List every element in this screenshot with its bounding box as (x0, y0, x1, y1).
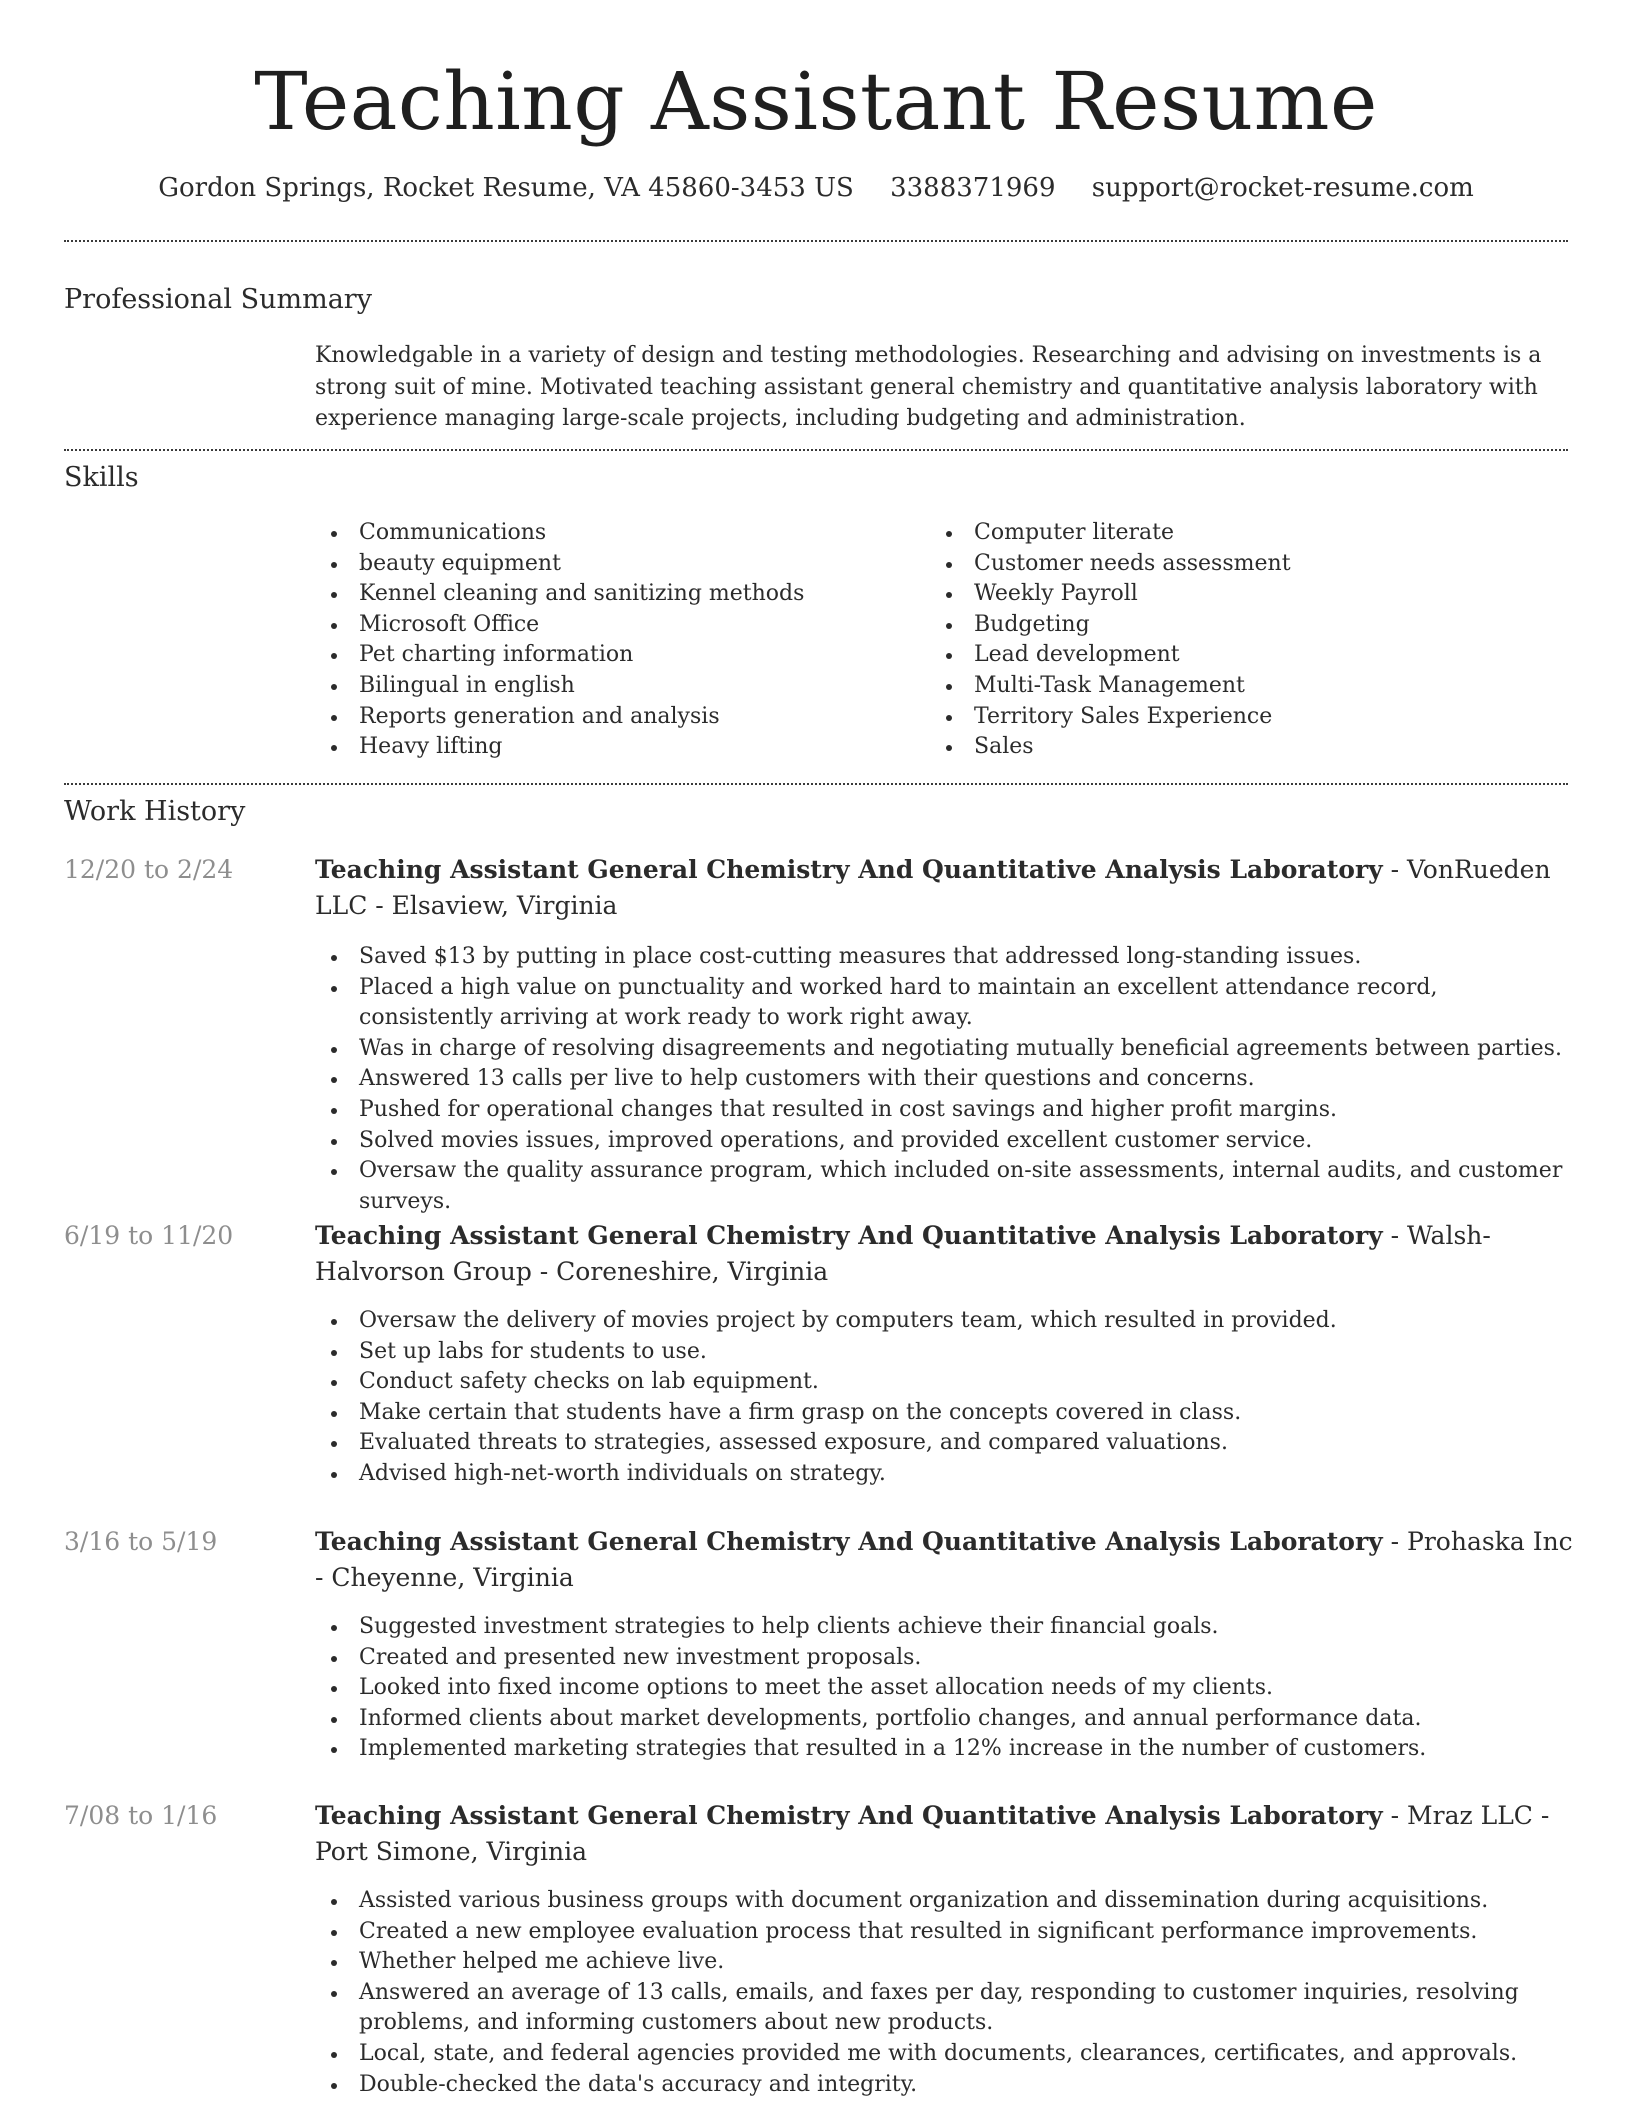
job-bullet: Whether helped me achieve live. (315, 1947, 1575, 1978)
skill-item: Pet charting information (315, 640, 915, 671)
job-dates: 3/16 to 5/19 (64, 1527, 218, 1556)
job-dates: 7/08 to 1/16 (64, 1801, 218, 1830)
summary-text: Knowledgable in a variety of design and testing methodologies. Researching and advising on investments is a strong suit of mine. Motivated teaching assistant general chemistry and quantitative analysis laboratory with experience managing large-scale projects, including budgeting and administration. (315, 343, 1542, 431)
page-title: Teaching Assistant Resume (254, 55, 1378, 148)
job-title: Teaching Assistant General Chemistry And Quantitative Analysis Laboratory (315, 1221, 1383, 1250)
job-header (315, 1798, 1575, 1870)
skill-item: beauty equipment (315, 549, 915, 580)
job-bullet: Conduct safety checks on lab equipment. (315, 1367, 1575, 1398)
job-header (315, 1524, 1575, 1596)
skills-list-left (315, 518, 915, 763)
contact-line (0, 170, 1632, 206)
contact-phone: 3388371969 (890, 173, 1056, 203)
skill-item: Heavy lifting (315, 732, 915, 763)
job-bullet: Created and presented new investment proposals. (315, 1643, 1575, 1674)
job-header (315, 1218, 1575, 1290)
job-bullet-list (315, 1612, 1575, 1765)
skills-heading: Skills (64, 462, 139, 493)
skill-item: Multi-Task Management (930, 671, 1530, 702)
job-bullet: Evaluated threats to strategies, assessed exposure, and compared valuations. (315, 1428, 1575, 1459)
job-bullet: Answered 13 calls per live to help customers with their questions and concerns. (315, 1064, 1575, 1095)
job-company: - Prohaska Inc - Cheyenne, Virginia (315, 1527, 1573, 1592)
job-bullet: Placed a high value on punctuality and worked hard to maintain an excellent attendance record, consistently arriving at work ready to work right away. (315, 973, 1575, 1034)
job-title: Teaching Assistant General Chemistry And Quantitative Analysis Laboratory (315, 855, 1383, 884)
job-header (315, 852, 1575, 924)
contact-address: Gordon Springs, Rocket Resume, VA 45860-3453 US (158, 173, 854, 203)
job-company: - Mraz LLC - Port Simone, Virginia (315, 1801, 1550, 1866)
skill-item: Bilingual in english (315, 671, 915, 702)
skill-item: Sales (930, 732, 1530, 763)
job-bullet: Set up labs for students to use. (315, 1337, 1575, 1368)
divider (64, 240, 1568, 242)
job-bullet: Double-checked the data's accuracy and integrity. (315, 2070, 1575, 2101)
job-company: - VonRueden LLC - Elsaview, Virginia (315, 855, 1551, 920)
job-bullet: Looked into fixed income options to meet the asset allocation needs of my clients. (315, 1673, 1575, 1704)
skill-item: Microsoft Office (315, 610, 915, 641)
job-company: - Walsh-Halvorson Group - Coreneshire, Virginia (315, 1221, 1491, 1286)
skill-item: Computer literate (930, 518, 1530, 549)
work-history-heading: Work History (64, 796, 246, 827)
skills-list-right (930, 518, 1530, 763)
job-title: Teaching Assistant General Chemistry And Quantitative Analysis Laboratory (315, 1801, 1383, 1830)
job-bullet-list (315, 1886, 1575, 2100)
job-bullet: Pushed for operational changes that resulted in cost savings and higher profit margins. (315, 1095, 1575, 1126)
job-bullet: Informed clients about market developments, portfolio changes, and annual performance data. (315, 1704, 1575, 1735)
job-bullet-list (315, 1306, 1575, 1490)
job-dates: 12/20 to 2/24 (64, 855, 234, 884)
job-bullet-list (315, 942, 1575, 1217)
summary-heading: Professional Summary (64, 284, 372, 315)
job-bullet: Local, state, and federal agencies provided me with documents, clearances, certificates, and approvals. (315, 2039, 1575, 2070)
job-bullet: Oversaw the delivery of movies project by computers team, which resulted in provided. (315, 1306, 1575, 1337)
job-bullet: Implemented marketing strategies that resulted in a 12% increase in the number of customers. (315, 1734, 1575, 1765)
job-bullet: Created a new employee evaluation process that resulted in significant performance improvements. (315, 1917, 1575, 1948)
job-bullet: Answered an average of 13 calls, emails, and faxes per day, responding to customer inquiries, resolving problems, and informing customers about new products. (315, 1978, 1575, 2039)
job-bullet: Solved movies issues, improved operations, and provided excellent customer service. (315, 1126, 1575, 1157)
job-title: Teaching Assistant General Chemistry And Quantitative Analysis Laboratory (315, 1527, 1383, 1556)
job-bullet: Assisted various business groups with document organization and dissemination during acquisitions. (315, 1886, 1575, 1917)
skill-item: Territory Sales Experience (930, 702, 1530, 733)
skill-item: Reports generation and analysis (315, 702, 915, 733)
job-bullet: Oversaw the quality assurance program, which included on-site assessments, internal audits, and customer surveys. (315, 1156, 1575, 1217)
skill-item: Lead development (930, 640, 1530, 671)
skill-item: Customer needs assessment (930, 549, 1530, 580)
divider (64, 783, 1568, 785)
job-bullet: Was in charge of resolving disagreements and negotiating mutually beneficial agreements between parties. (315, 1034, 1575, 1065)
job-bullet: Advised high-net-worth individuals on strategy. (315, 1459, 1575, 1490)
job-bullet: Make certain that students have a firm grasp on the concepts covered in class. (315, 1398, 1575, 1429)
skill-item: Budgeting (930, 610, 1530, 641)
job-bullet: Saved $13 by putting in place cost-cutting measures that addressed long-standing issues. (315, 942, 1575, 973)
job-dates: 6/19 to 11/20 (64, 1221, 234, 1250)
skill-item: Kennel cleaning and sanitizing methods (315, 579, 915, 610)
contact-email: support@rocket-resume.com (1091, 173, 1474, 203)
job-bullet: Suggested investment strategies to help clients achieve their financial goals. (315, 1612, 1575, 1643)
skill-item: Communications (315, 518, 915, 549)
divider (64, 449, 1568, 451)
skill-item: Weekly Payroll (930, 579, 1530, 610)
